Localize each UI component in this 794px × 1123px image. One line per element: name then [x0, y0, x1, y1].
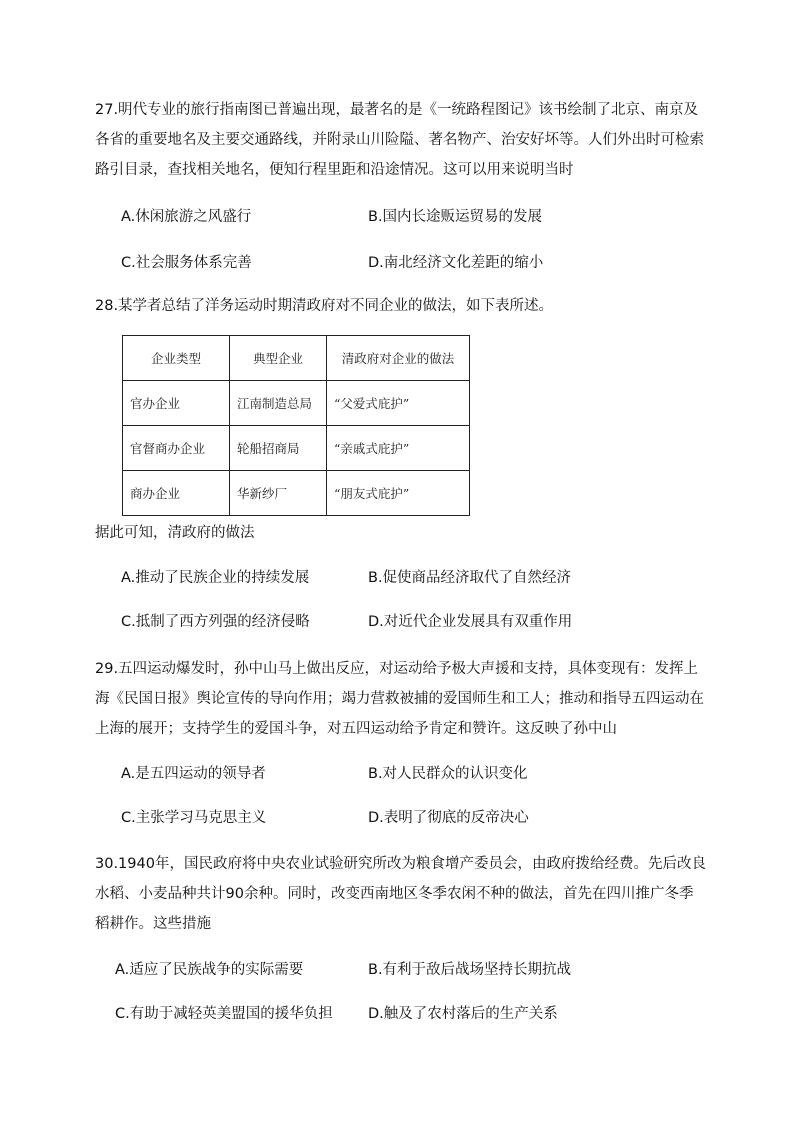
table-cell: 轮船招商局: [230, 426, 327, 471]
table-header-cell: 企业类型: [123, 336, 230, 381]
question-30-option-b: B.有利于敌后战场坚持长期抗战: [368, 962, 572, 978]
table-header-cell: 清政府对企业的做法: [327, 336, 470, 381]
table-cell: 商办企业: [123, 471, 230, 516]
question-28-stem: 28.某学者总结了洋务运动时期清政府对不同企业的做法，如下表所述。: [95, 298, 554, 314]
table-cell: “亲戚式庇护”: [327, 426, 470, 471]
question-29-option-c: C.主张学习马克思主义: [121, 810, 267, 826]
table-header-cell: 典型企业: [230, 336, 327, 381]
question-29-option-d: D.表明了彻底的反帝决心: [368, 810, 529, 826]
question-28-option-a: A.推动了民族企业的持续发展: [121, 570, 310, 586]
table-cell: 江南制造总局: [230, 381, 327, 426]
question-27-option-d: D.南北经济文化差距的缩小: [368, 255, 544, 271]
question-30-stem: 30.1940年，国民政府将中央农业试验研究所改为粮食增产委员会，由政府拨给经费。先后改良水稻、小麦品种共计90余种。同时，改变西南地区冬季农闲不种的做法，首先在四川推广冬季稻耕作。这些措施: [95, 856, 706, 932]
table-cell: “父爱式庇护”: [327, 381, 470, 426]
question-28-after-table: 据此可知，清政府的做法: [95, 525, 255, 541]
question-28-option-b: B.促使商品经济取代了自然经济: [368, 570, 572, 586]
question-29-option-b: B.对人民群众的认识变化: [368, 766, 528, 782]
table-row: [123, 426, 470, 471]
enterprise-table: [122, 335, 470, 516]
table-cell: 官办企业: [123, 381, 230, 426]
table-row: [123, 381, 470, 426]
question-30-option-d: D.触及了农村落后的生产关系: [368, 1006, 558, 1022]
question-27-option-a: A.休闲旅游之风盛行: [121, 209, 252, 225]
table-cell: 华新纱厂: [230, 471, 327, 516]
question-28-option-d: D.对近代企业发展具有双重作用: [368, 614, 573, 630]
question-29-stem: 29.五四运动爆发时，孙中山马上做出反应，对运动给予极大声援和支持，具体变现有：发挥上海《民国日报》舆论宣传的导向作用；竭力营救被捕的爱国师生和工人；推动和指导五四运动在上海的展开；支持学生的爱国斗争，对五四运动给予肯定和赞许。这反映了孙中山: [95, 661, 704, 737]
question-30-option-a: A.适应了民族战争的实际需要: [115, 962, 304, 978]
question-30-option-c: C.有助于减轻英美盟国的援华负担: [115, 1006, 333, 1022]
table-cell: “朋友式庇护”: [327, 471, 470, 516]
table-cell: 官督商办企业: [123, 426, 230, 471]
question-28-option-c: C.抵制了西方列强的经济侵略: [121, 614, 310, 630]
table-header-row: [123, 336, 470, 381]
question-27-option-b: B.国内长途贩运贸易的发展: [368, 209, 543, 225]
question-29-option-a: A.是五四运动的领导者: [121, 766, 266, 782]
question-27-stem: 27.明代专业的旅行指南图已普遍出现，最著名的是《一统路程图记》该书绘制了北京、南京及各省的重要地名及主要交通路线，并附录山川险隘、著名物产、治安好坏等。人们外出时可检索路引目录，查找相关地名，便知行程里距和沿途情况。这可以用来说明当时: [95, 102, 704, 178]
table-row: [123, 471, 470, 516]
question-27-option-c: C.社会服务体系完善: [121, 255, 252, 271]
